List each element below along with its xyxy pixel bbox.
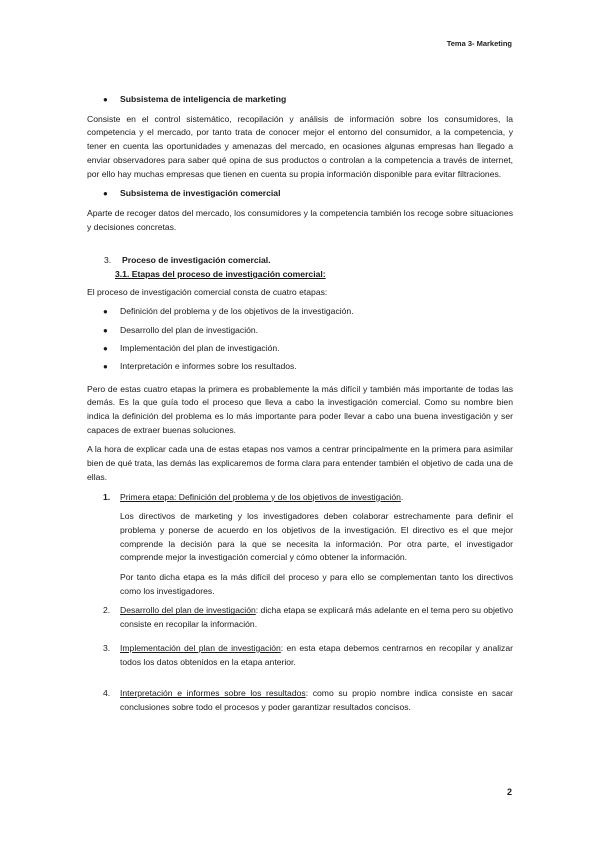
stage-text: Implementación del plan de investigación.	[120, 343, 280, 354]
step-number: 3.	[103, 642, 111, 653]
step-2	[87, 604, 513, 631]
stage-text: Desarrollo del plan de investigación.	[120, 324, 259, 335]
bullet-icon: ●	[103, 189, 108, 199]
step-3	[87, 642, 513, 669]
section-title-text: Proceso de investigación comercial.	[122, 255, 271, 266]
step-title: Primera etapa: Definición del problema y de los objetivos de investigación	[120, 491, 401, 502]
bullet-icon: ●	[103, 344, 108, 354]
subsection-title: 3.1. Etapas del proceso de investigación comercial:	[115, 269, 326, 280]
bullet-icon: ●	[103, 95, 108, 104]
stage-text: Interpretación e informes sobre los resultados.	[120, 361, 297, 372]
step-number: 2.	[103, 605, 111, 616]
running-header: Tema 3- Marketing	[446, 39, 512, 48]
section-3-title	[87, 254, 513, 268]
difficulty-paragraph: Pero de estas cuatro etapas la primera es probablemente la más difícil y también más importante de todas las demás. Es la que guía todo el proceso que lleva a cabo la investigación comercial. Como su nombre bien indica la definición del problema es lo más importante para poder llevar a cabo una buena investigación y ser capaces de extraer buenas soluciones.	[87, 383, 513, 435]
heading-investigacion-text: Subsistema de investigación comercial	[120, 188, 281, 199]
stages-list	[87, 305, 513, 374]
heading-inteligencia	[87, 93, 513, 107]
heading-inteligencia-text: Subsistema de inteligencia de marketing	[120, 94, 287, 104]
step-1	[87, 491, 513, 505]
step-title: Interpretación e informes sobre los resultados	[120, 688, 306, 699]
stage-text: Definición del problema y de los objetivos de la investigación.	[120, 306, 354, 317]
inteligencia-paragraph: Consiste en el control sistemático, recopilación y análisis de información sobre los consumidores, la competencia y el mercado, por tanto trata de conocer mejor el entorno del consumidor, a la competencia, y tener en cuenta las oportunidades y amenazas del mercado, en ocasiones algunas empresas han llegado a enviar observadores para saber qué opina de sus productos o controlan a la competencia a través de internet, por ello hay muchas empresas que tienen en cuenta su propia información disponible para evitar filtraciones.	[87, 113, 513, 179]
bullet-icon: ●	[103, 362, 108, 372]
section-number: 3.	[104, 255, 112, 266]
step-1-paragraph: Por tanto dicha etapa es la más difícil del proceso y para ello se complementan tanto los directivos como los investigadores.	[120, 572, 513, 596]
step-title: Desarrollo del plan de investigación	[120, 605, 256, 616]
step-number: 1.	[103, 491, 111, 502]
step-trail: : como su propio nombre indica consiste en sacar conclusiones sobre todo el procesos y poder garantizar resultados concisos.	[120, 688, 513, 712]
step-1-paragraph: Los directivos de marketing y los investigadores deben colaborar estrechamente para definir el problema y ponerse de acuerdo en los objetivos de la investigación. El directivo es el que mejor comprende la decisión para la que se necesita la información. Por otra parte, el investigador comprende mejor la investigación comercial y cómo obtener la información.	[120, 511, 513, 563]
stage-item	[87, 324, 513, 338]
heading-investigacion	[87, 187, 513, 201]
step-trail: : dicha etapa se explicará más adelante en el tema pero su objetivo consiste en recopilar la información.	[120, 605, 513, 630]
page-number: 2	[506, 787, 512, 797]
investigacion-paragraph: Aparte de recoger datos del mercado, los consumidores y la competencia también los recoge sobre situaciones y decisiones concretas.	[87, 207, 513, 232]
bullet-icon: ●	[103, 307, 108, 317]
step-4	[87, 687, 513, 714]
stage-item	[87, 360, 513, 374]
step-trail: .	[400, 491, 404, 502]
step-number: 4.	[103, 688, 111, 699]
stages-intro: El proceso de investigación comercial consta de cuatro etapas:	[87, 286, 328, 297]
step-trail: : en esta etapa debemos centrarnos en recopilar y analizar todos los datos obtenidos en la etapa anterior.	[120, 642, 513, 667]
bullet-icon: ●	[103, 325, 108, 335]
step-title: Implementación del plan de investigación	[120, 642, 281, 653]
stage-item	[87, 342, 513, 356]
explanation-paragraph: A la hora de explicar cada una de estas etapas nos vamos a centrar principalmente en la primera para asimilar bien de qué trata, las demás las explicaremos de forma clara para entender también el objetivo de cada una de ellas.	[87, 444, 513, 482]
stage-item	[87, 305, 513, 319]
page-content	[87, 93, 513, 715]
